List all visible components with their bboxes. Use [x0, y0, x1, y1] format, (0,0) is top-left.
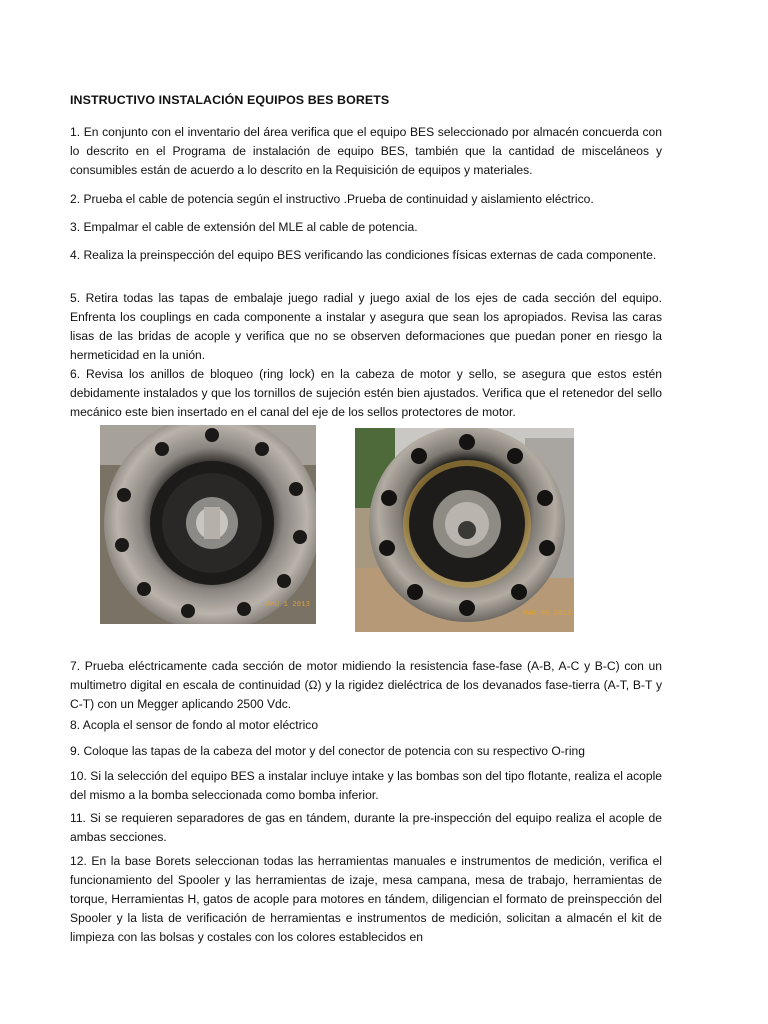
paragraph-8: 8. Acopla el sensor de fondo al motor eléctrico: [70, 718, 319, 732]
paragraph-5: 5. Retira todas las tapas de embalaje juego radial y juego axial de los ejes de cada sección del equipo. Enfrenta los couplings en cada componente a instalar y asegura que sean los apropiados. Revisa las caras lisas de las bridas de acople y verifica que no se observen deformaciones que puedan poner en riesgo la hermeticidad en la unión.: [70, 291, 662, 362]
photo-1-date-stamp: AMU 1 2013: [266, 601, 311, 609]
motor-head-flange-photo-1: [100, 425, 316, 624]
paragraph-10: 10. Si la selección del equipo BES a instalar incluye intake y las bombas son del tipo flotante, realiza el acople del mismo a la bomba seleccionada como bomba inferior.: [70, 769, 662, 802]
paragraph-11: 11. Si se requieren separadores de gas en tándem, durante la pre-inspección del equipo realiza el acople de ambas secciones.: [70, 811, 662, 844]
paragraph-4: 4. Realiza la preinspección del equipo BES verificando las condiciones físicas externas de cada componente.: [70, 248, 657, 262]
paragraph-7: 7. Prueba eléctricamente cada sección de motor midiendo la resistencia fase-fase (A-B, A-C y B-C) con un multimetro digital en escala de continuidad (Ω) y la rigidez dieléctrica de los devanados fase-tierra (A-T, B-T y C-T) con un Megger aplicando 2500 Vdc.: [70, 659, 662, 711]
paragraph-9: 9. Coloque las tapas de la cabeza del motor y del conector de potencia con su respectivo O-ring: [70, 744, 585, 758]
paragraph-1: 1. En conjunto con el inventario del área verifica que el equipo BES seleccionado por almacén concuerda con lo descrito en el Programa de instalación de equipo BES, también que la cantidad de misceláneos y consumibles están de acuerdo a lo descrito en la Requisición de equipos y materiales.: [70, 125, 662, 177]
paragraph-6: 6. Revisa los anillos de bloqueo (ring lock) en la cabeza de motor y sello, se asegura que estos estén debidamente instalados y que los tornillos de sujeción estén bien ajustados. Verifica que el retenedor del sello mecánico este bien insertado en el canal del eje de los sellos protectores de motor.: [70, 367, 662, 419]
paragraph-2: 2. Prueba el cable de potencia según el instructivo .Prueba de continuidad y aislamiento eléctrico.: [70, 192, 594, 206]
paragraph-12: 12. En la base Borets seleccionan todas las herramientas manuales e instrumentos de medición, verifica el funcionamiento del Spooler y las herramientas de izaje, mesa campana, mesa de trabajo, herramientas de torque, Herramientas H, gatos de acople para motores en tándem, diligencian el formato de preinspección del Spooler y la lista de verificación de herramientas e instrumentos de medición, solicitan a almacén el kit de limpieza con las bolsas y costales con los colores establecidos en: [70, 854, 662, 944]
photo-2-date-stamp: MAR 06 2013: [523, 610, 572, 618]
document-title: INSTRUCTIVO INSTALACIÓN EQUIPOS BES BORETS: [70, 93, 390, 107]
motor-head-flange-photo-2: [355, 428, 574, 632]
paragraph-3: 3. Empalmar el cable de extensión del MLE al cable de potencia.: [70, 220, 418, 234]
